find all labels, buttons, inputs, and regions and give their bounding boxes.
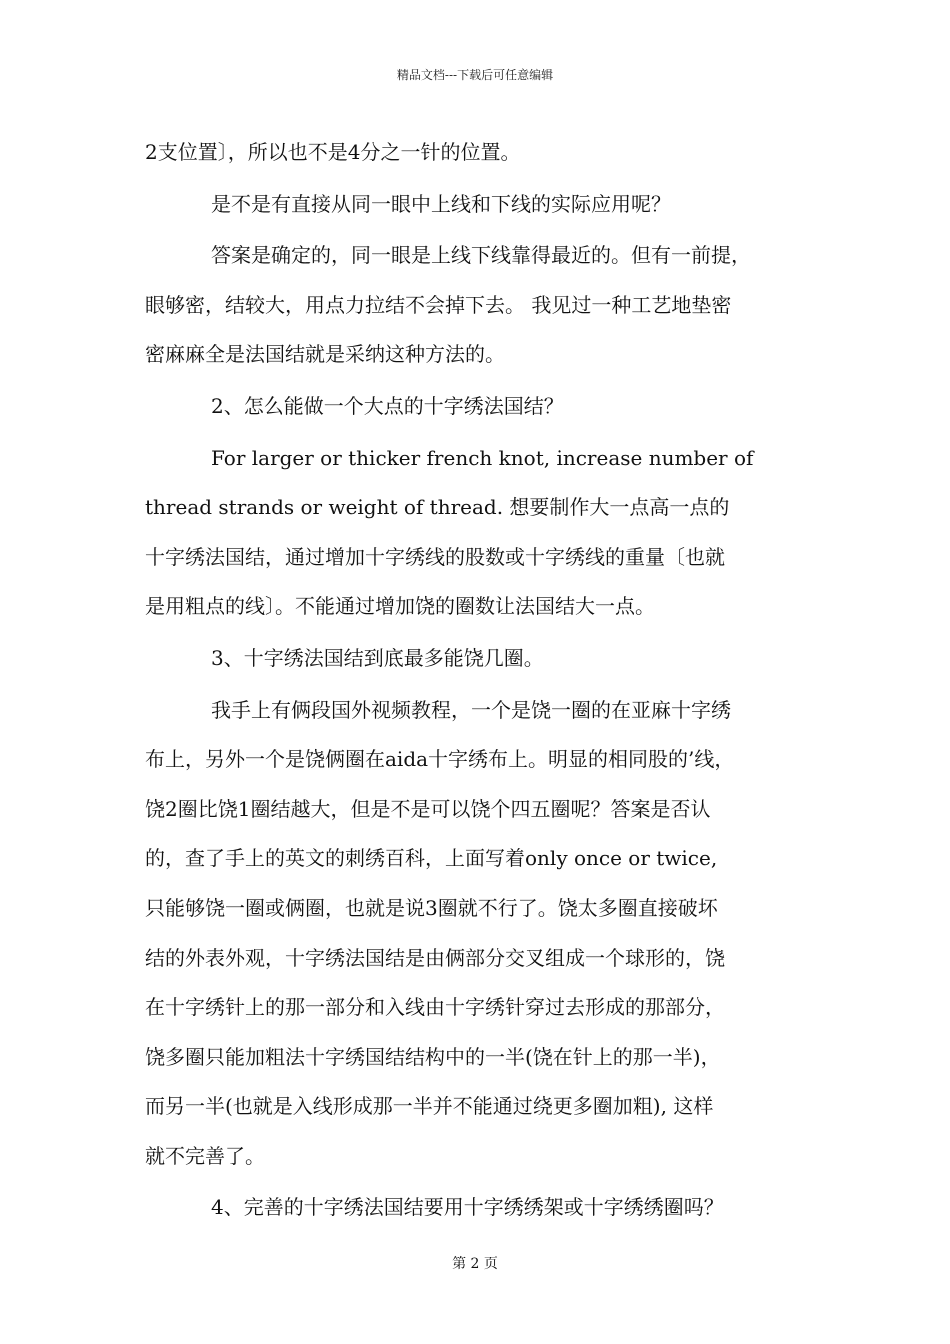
section-heading-2 [145, 382, 835, 432]
page-footer: 第 2 页 [452, 1256, 498, 1272]
paragraph-3 [145, 231, 835, 380]
text-line: 结的外表外观，十字绣法国结是由俩部分交叉组成一个球形的，饶 [145, 945, 725, 970]
section-heading-4 [145, 1183, 835, 1233]
document-body [145, 128, 835, 1233]
text-line: thread strands or weight of thread. 想要制作大一点高一点的 [145, 495, 730, 520]
text-line: 饶多圈只能加粗法十字绣国结结构中的一半(饶在针上的那一半)， [145, 1044, 721, 1069]
text-line: 是不是有直接从同一眼中上线和下线的实际应用呢？ [211, 191, 671, 216]
text-line: 在十字绣针上的那一部分和入线由十字绣针穿过去形成的那部分， [145, 995, 725, 1020]
text-line: 只能够饶一圈或俩圈，也就是说3圈就不行了。饶太多圈直接破坏 [145, 895, 718, 920]
paragraph-7 [145, 686, 835, 1182]
text-line: 3、十字绣法国结到底最多能饶几圈。 [211, 645, 544, 670]
text-line: 是用粗点的线〕。不能通过增加饶的圈数让法国结大一点。 [145, 594, 655, 619]
page-header: 精品文档---下载后可任意编辑 [396, 68, 554, 82]
section-heading-3 [145, 634, 835, 684]
text-line: 的，查了手上的英文的刺绣百科，上面写着only once or twice, [145, 846, 718, 871]
paragraph-2 [145, 180, 835, 230]
text-line: 饶2圈比饶1圈结越大，但是不是可以饶个四五圈呢？答案是否认 [145, 796, 711, 821]
text-line: 密麻麻全是法国结就是采纳这种方法的。 [145, 342, 505, 367]
paragraph-1 [145, 128, 835, 178]
text-line: 布上，另外一个是饶俩圈在aida十字绣布上。明显的相同股的’线， [145, 747, 735, 772]
text-line: 2支位置〕，所以也不是4分之一针的位置。 [145, 140, 521, 164]
text-line: 4、完善的十字绣法国结要用十字绣绣架或十字绣绣圈吗？ [211, 1195, 724, 1220]
text-line: 答案是确定的，同一眼是上线下线靠得最近的。但有一前提， [211, 243, 751, 268]
text-line: 十字绣法国结，通过增加十字绣线的股数或十字绣线的重量〔也就 [145, 544, 725, 569]
text-line: 眼够密，结较大，用点力拉结不会掉下去。 我见过一种工艺地垫密 [145, 292, 732, 317]
paragraph-5 [145, 434, 835, 632]
text-line: 我手上有俩段国外视频教程，一个是饶一圈的在亚麻十字绣 [211, 697, 731, 722]
text-line: 2、怎么能做一个大点的十字绣法国结？ [211, 393, 564, 418]
text-line: 就不完善了。 [145, 1143, 265, 1168]
text-line: 而另一半(也就是入线形成那一半并不能通过绕更多圈加粗), 这样 [145, 1094, 714, 1119]
text-line: For larger or thicker french knot, increase number of [211, 445, 754, 470]
